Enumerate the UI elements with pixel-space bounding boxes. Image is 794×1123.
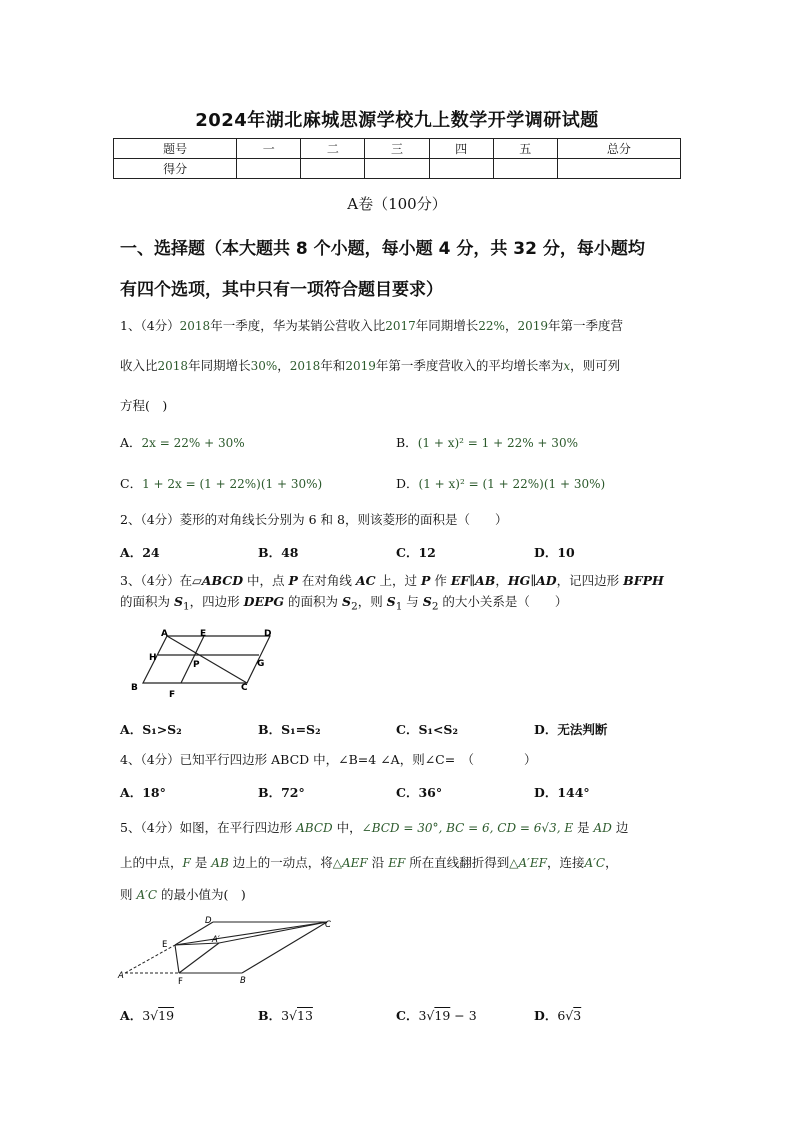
score-header-cell: 二	[301, 139, 365, 159]
q3-frag: 中，点	[243, 573, 289, 588]
q3-frag: ∥	[530, 573, 537, 588]
option-coef: 3	[418, 1008, 427, 1023]
segment-ec	[175, 922, 327, 945]
q3-frag: ，记四边形	[556, 573, 624, 588]
option-label: D．	[396, 476, 419, 491]
q5-frag: 沿	[367, 855, 389, 870]
volume-heading: A卷（100分）	[347, 195, 447, 213]
q3-var: P	[288, 573, 298, 588]
q3-var: ABCD	[201, 573, 244, 588]
q5-math: ∠BCD = 30°, BC = 6, CD = 6√3, E	[361, 821, 574, 835]
q3-option-c[interactable]: C．S₁<S₂	[396, 722, 458, 737]
option-label: A．	[120, 435, 142, 450]
q3-var: AD	[536, 573, 557, 588]
q5-option-a[interactable]	[120, 1006, 174, 1024]
q3-var: DEPG	[243, 594, 285, 609]
score-cell	[493, 159, 557, 179]
section-heading-line2: 有四个选项，其中只有一项符合题目要求）	[120, 280, 443, 300]
q3-option-d[interactable]: D．无法判断	[534, 722, 608, 737]
q3-sub: 1	[183, 600, 190, 613]
sqrt-sign: √	[565, 1008, 574, 1023]
q3-var: AC	[355, 573, 376, 588]
segment-ef	[175, 945, 179, 973]
score-cell	[557, 159, 680, 179]
q5-math: A′C	[584, 856, 606, 870]
q1-text: 年同期增长	[188, 358, 251, 373]
q4-option-c[interactable]: C．36°	[396, 785, 443, 800]
option-formula: 1 + 2x = (1 + 22%)(1 + 30%)	[142, 477, 323, 491]
label-g: G	[257, 659, 265, 669]
q1-math: 2017	[385, 319, 416, 333]
q2-option-a[interactable]: A．24	[120, 545, 160, 560]
q1-math: x	[563, 359, 571, 373]
label-d: D	[205, 916, 212, 926]
q3-frag: ，则	[357, 594, 387, 609]
q1-text: 年一季度，华为某销公营收入比	[210, 318, 386, 333]
q3-frag: 上，过	[375, 573, 421, 588]
score-header-cell: 总分	[557, 139, 680, 159]
score-header-cell: 四	[429, 139, 493, 159]
q5-math: EF	[388, 856, 406, 870]
q1-text: ，	[277, 358, 290, 373]
q3-var: HG	[507, 573, 531, 588]
q5-frag: 所在直线翻折得到	[405, 855, 510, 870]
score-table-header-row	[114, 139, 681, 159]
segment-cb	[242, 922, 327, 973]
q3-frag: ，四边形	[189, 594, 244, 609]
label-c: C	[325, 920, 331, 930]
option-formula: (1 + x)² = (1 + 22%)(1 + 30%)	[418, 477, 606, 491]
score-header-cell: 五	[493, 139, 557, 159]
q5-math: △AEF	[332, 856, 368, 870]
option-radicand: 19	[434, 1008, 451, 1023]
option-label: B．	[396, 435, 418, 450]
q2-option-c[interactable]: C．12	[396, 545, 436, 560]
score-table	[113, 138, 681, 179]
q5-frag: 是	[190, 855, 212, 870]
label-a: A	[161, 629, 168, 639]
q1-line3: 方程( )	[120, 398, 168, 413]
q3-option-b[interactable]: B．S₁=S₂	[258, 722, 321, 737]
q3-var: S	[422, 594, 432, 609]
q3-figure	[125, 626, 280, 700]
option-label: D．	[534, 1008, 558, 1023]
label-d: D	[264, 629, 272, 639]
label-e: E	[200, 629, 207, 639]
q5-math: A′C	[136, 888, 158, 902]
score-header-cell: 一	[237, 139, 301, 159]
q5-option-b[interactable]	[258, 1006, 313, 1024]
label-b: B	[131, 683, 138, 693]
q1-line1	[120, 318, 690, 334]
label-c: C	[241, 683, 248, 693]
q3-frag: ，	[495, 573, 508, 588]
q5-frag: 的最小值为( )	[157, 887, 246, 902]
q3-frag: ∥	[469, 573, 476, 588]
label-e: E	[162, 940, 168, 950]
q5-figure	[115, 912, 340, 988]
q5-frag: 中，	[332, 820, 362, 835]
q3-sub: 1	[395, 600, 403, 613]
q4-option-b[interactable]: B．72°	[258, 785, 305, 800]
q1-math: 30%	[250, 359, 278, 373]
score-header-cell: 三	[365, 139, 429, 159]
q5-option-d[interactable]	[534, 1006, 581, 1024]
q3-sub: 2	[351, 600, 358, 613]
q3-var: S	[173, 594, 184, 609]
section-heading-line1: 一、选择题（本大题共 8 个小题，每小题 4 分，共 32 分，每小题均	[120, 239, 645, 259]
q1-math: 22%	[478, 319, 505, 333]
q5-frag: 是	[573, 820, 594, 835]
q5-math: F	[182, 856, 191, 870]
q3-frag: 作	[430, 573, 451, 588]
q3-frag: 与	[402, 594, 423, 609]
q3-var: P	[421, 573, 431, 588]
score-cell	[365, 159, 429, 179]
q5-line3	[120, 887, 690, 903]
option-label: A．	[120, 1008, 143, 1023]
sqrt-sign: √	[426, 1008, 435, 1023]
q2-text: 2、（4分）菱形的对角线长分别为 6 和 8，则该菱形的面积是（ ）	[120, 512, 508, 527]
q5-math: AD	[593, 821, 612, 835]
q5-frag: 则	[120, 887, 137, 902]
q1-text: 年第一季度营	[548, 318, 624, 333]
q1-number: 1、（4分）	[120, 318, 180, 333]
q5-frag: ，	[605, 855, 618, 870]
q5-math: AB	[211, 856, 229, 870]
q1-text: ，则可列	[570, 358, 621, 373]
q1-math: 2018	[179, 319, 211, 333]
label-f: F	[169, 690, 176, 700]
sqrt-sign: √	[289, 1008, 297, 1023]
segment-fa1	[179, 943, 219, 973]
option-tail: − 3	[450, 1008, 477, 1023]
q1-math: 2019	[517, 319, 549, 333]
label-b: B	[240, 976, 246, 986]
q5-frag: 边上的一动点，将	[228, 855, 333, 870]
q1-option-d[interactable]	[396, 474, 605, 492]
q3-var: S	[386, 594, 396, 609]
score-table-score-row	[114, 159, 681, 179]
q5-frag: 边	[611, 820, 629, 835]
q1-option-a[interactable]	[120, 433, 245, 451]
option-coef: 6	[557, 1008, 566, 1023]
label-p: P	[193, 660, 200, 670]
q3-option-a[interactable]: A．S₁>S₂	[120, 722, 182, 737]
option-radicand: 13	[297, 1008, 313, 1023]
label-f: F	[178, 977, 183, 987]
q3-var: EF	[450, 573, 470, 588]
q1-line2	[120, 358, 690, 374]
label-a: A	[118, 971, 124, 981]
option-coef: 3	[142, 1008, 151, 1023]
option-label: C．	[396, 1008, 419, 1023]
q5-line1	[120, 820, 690, 836]
page-title: 2024年湖北麻城思源学校九上数学开学调研试题	[195, 110, 599, 131]
q3-frag: 的面积为	[120, 594, 174, 609]
q4-text: 4、（4分）已知平行四边形 ABCD 中，∠B=4 ∠A，则∠C= （ ）	[120, 752, 537, 767]
diagonal-ac	[167, 636, 247, 683]
option-radicand: 19	[158, 1008, 175, 1023]
dashed-ae	[125, 945, 175, 973]
q1-text: 年同期增长	[415, 318, 479, 333]
option-coef: 3	[281, 1008, 290, 1023]
q1-text: ，	[504, 318, 518, 333]
label-a-prime: A′	[212, 935, 220, 945]
q1-text: 年第一季度营收入的平均增长率为	[375, 358, 564, 373]
q3-var: BFPH	[623, 573, 664, 588]
q2-option-b[interactable]: B．48	[258, 545, 299, 560]
score-cell	[429, 159, 493, 179]
q1-text: 收入比	[120, 358, 158, 373]
option-radicand: 3	[573, 1008, 582, 1023]
q3-text	[120, 570, 690, 618]
option-label: C．	[120, 476, 143, 491]
q3-frag: 3、（4分）在▱	[120, 573, 202, 588]
q4-option-d[interactable]: D．144°	[534, 785, 590, 800]
q1-math: 2018	[289, 359, 321, 373]
q2-option-d[interactable]: D．10	[534, 545, 575, 560]
option-label: B．	[258, 1008, 282, 1023]
q3-frag: 的大小关系是（ ）	[438, 594, 568, 609]
option-formula: (1 + x)² = 1 + 22% + 30%	[417, 436, 578, 450]
q5-math: △A′EF	[509, 856, 547, 870]
score-cell	[237, 159, 301, 179]
q5-frag: 上的中点，	[120, 855, 183, 870]
q3-var: S	[342, 594, 352, 609]
sqrt-sign: √	[150, 1008, 159, 1023]
q4-option-a[interactable]: A．18°	[120, 785, 166, 800]
q5-option-c[interactable]	[396, 1006, 477, 1024]
score-cell	[301, 159, 365, 179]
q3-var: AB	[475, 573, 496, 588]
q1-option-c[interactable]	[120, 474, 322, 492]
q3-frag: 在对角线	[297, 573, 356, 588]
q3-frag: 的面积为	[284, 594, 343, 609]
q1-option-b[interactable]	[396, 433, 578, 451]
option-formula: 2x = 22% + 30%	[141, 436, 245, 450]
q1-text: 年和	[320, 358, 346, 373]
q5-math: ABCD	[296, 821, 333, 835]
q1-math: 2018	[157, 359, 189, 373]
q1-math: 2019	[345, 359, 376, 373]
q3-sub: 2	[431, 600, 439, 613]
score-header-cell: 题号	[114, 139, 237, 159]
q5-frag: 5、（4分）如图，在平行四边形	[120, 820, 297, 835]
q5-line2	[120, 855, 690, 871]
q5-frag: ，连接	[547, 855, 585, 870]
segment-a1c	[219, 922, 327, 943]
label-h: H	[149, 653, 157, 663]
score-row-label: 得分	[114, 159, 237, 179]
